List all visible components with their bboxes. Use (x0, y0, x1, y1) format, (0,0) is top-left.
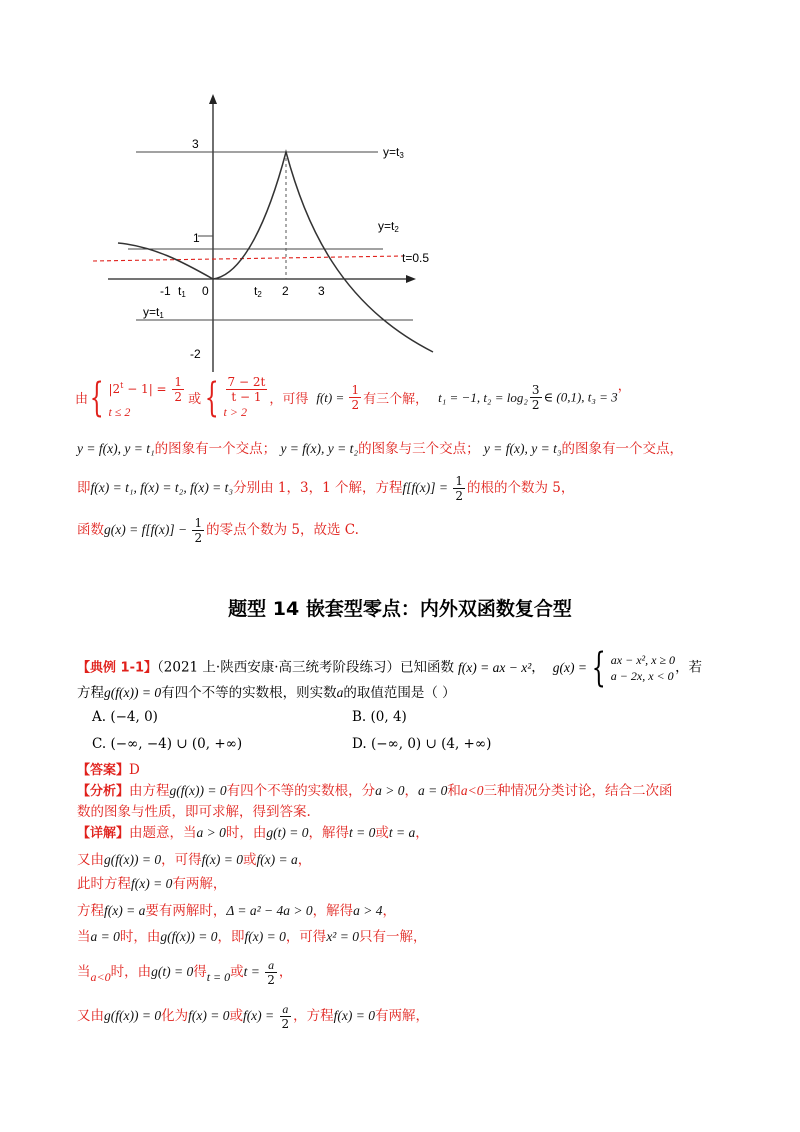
label-x0: 0 (202, 284, 209, 298)
detail-line-2: 又由g(f(x)) = 0，可得f(x) = 0或f(x) = a， (77, 852, 312, 868)
label-y3: 3 (192, 137, 199, 151)
option-d[interactable]: D. (−∞, 0) ∪ (4, +∞) (352, 736, 492, 752)
answer-line: 【答案】D (77, 762, 140, 778)
label-line-t2: y=t2 (378, 219, 399, 234)
function-graph (78, 90, 438, 375)
detail-line-6: 当a<0时，由g(t) = 0得t = 0或t = $\frac{a}{2}$ ， (77, 958, 293, 987)
section-title: 题型 14 嵌套型零点：内外双函数复合型 (228, 598, 572, 620)
line-t-half (93, 256, 403, 261)
solution-line-2: y = f(x), y = t₁的图象有一个交点； y = f(x), y = t₂的图象与三个交点； y = f(x), y = t₃的图象有一个交点， (77, 441, 684, 457)
label-t1: t1 (178, 284, 186, 299)
option-b[interactable]: B. (0, 4) (352, 709, 407, 725)
option-a[interactable]: A. (−4, 0) (92, 709, 158, 725)
solution-line-3: 即f(x) = t₁, f(x) = t₂, f(x) = t₃分别由 1，3，1 个解，方程f[f(x)] = $\frac{1}{2}$ 的根的个数为 5， (77, 474, 575, 503)
detail-line-3: 此时方程f(x) = 0有两解， (77, 876, 227, 892)
y-axis-arrow (209, 94, 217, 104)
example-line-2: 方程g(f(x)) = 0有四个不等的实数根，则实数a的取值范围是（ ） (77, 685, 456, 701)
label-line-t1: y=t1 (143, 305, 164, 320)
detail-line-5: 当a = 0时，由g(f(x)) = 0，即f(x) = 0，可得x² = 0只有一解， (77, 929, 427, 945)
answer-value: D (129, 762, 140, 778)
analysis-line-1: 【分析】由方程g(f(x)) = 0有四个不等的实数根，分a > 0，a = 0和a<0三种情况分类讨论，结合二次函 (77, 783, 673, 799)
x-axis-arrow (406, 275, 416, 283)
detail-line-7: 又由g(f(x)) = 0化为f(x) = 0或f(x) = $\frac{a}{2}$ ，方程f(x) = 0有两解， (77, 1002, 430, 1031)
curve-f (118, 152, 433, 352)
example-tag: 【典例 1-1】 (77, 660, 158, 676)
label-line-t3: y=t3 (383, 145, 404, 160)
detail-line-1: 【详解】由题意，当a > 0时，由g(t) = 0，解得t = 0或t = a， (77, 825, 429, 841)
example-line-1: 【典例 1-1】（2021 上·陕西安康·高三统考阶段练习）已知函数 f(x) = ax − x²， g(x) = { ax − x², x ≥ 0 a − 2x, x < 0 ，若 (77, 645, 703, 691)
label-line-half: t=0.5 (402, 251, 430, 265)
label-x2: 2 (282, 284, 289, 298)
analysis-line-2: 数的图象与性质，即可求解，得到答案. (77, 804, 311, 820)
label-t2: t2 (254, 284, 262, 299)
solution-line-1: 由{ $|2^t - 1|$ = $\frac{1}{2}$ t ≤ 2 或{ $\frac{7 - 2t}{t - 1}$ t > 2 ，可得 f(t) = $\frac{1}{2}$ 有三个解， t₁ = −1, t₂ = log₂ $\frac{3}{2}$ ∈ (0,1), t₃ = 3， (75, 374, 631, 421)
solution-line-4: 函数g(x) = f[f(x)] − $\frac{1}{2}$ 的零点个数为 5，故选 C. (77, 516, 359, 545)
label-xneg1: -1 (160, 284, 171, 298)
label-yneg2: -2 (190, 347, 201, 361)
label-x3: 3 (318, 284, 325, 298)
detail-line-4: 方程f(x) = a要有两解时，Δ = a² − 4a > 0，解得a > 4， (77, 903, 397, 919)
label-y1: 1 (193, 231, 200, 245)
option-c[interactable]: C. (−∞, −4) ∪ (0, +∞) (92, 736, 243, 752)
